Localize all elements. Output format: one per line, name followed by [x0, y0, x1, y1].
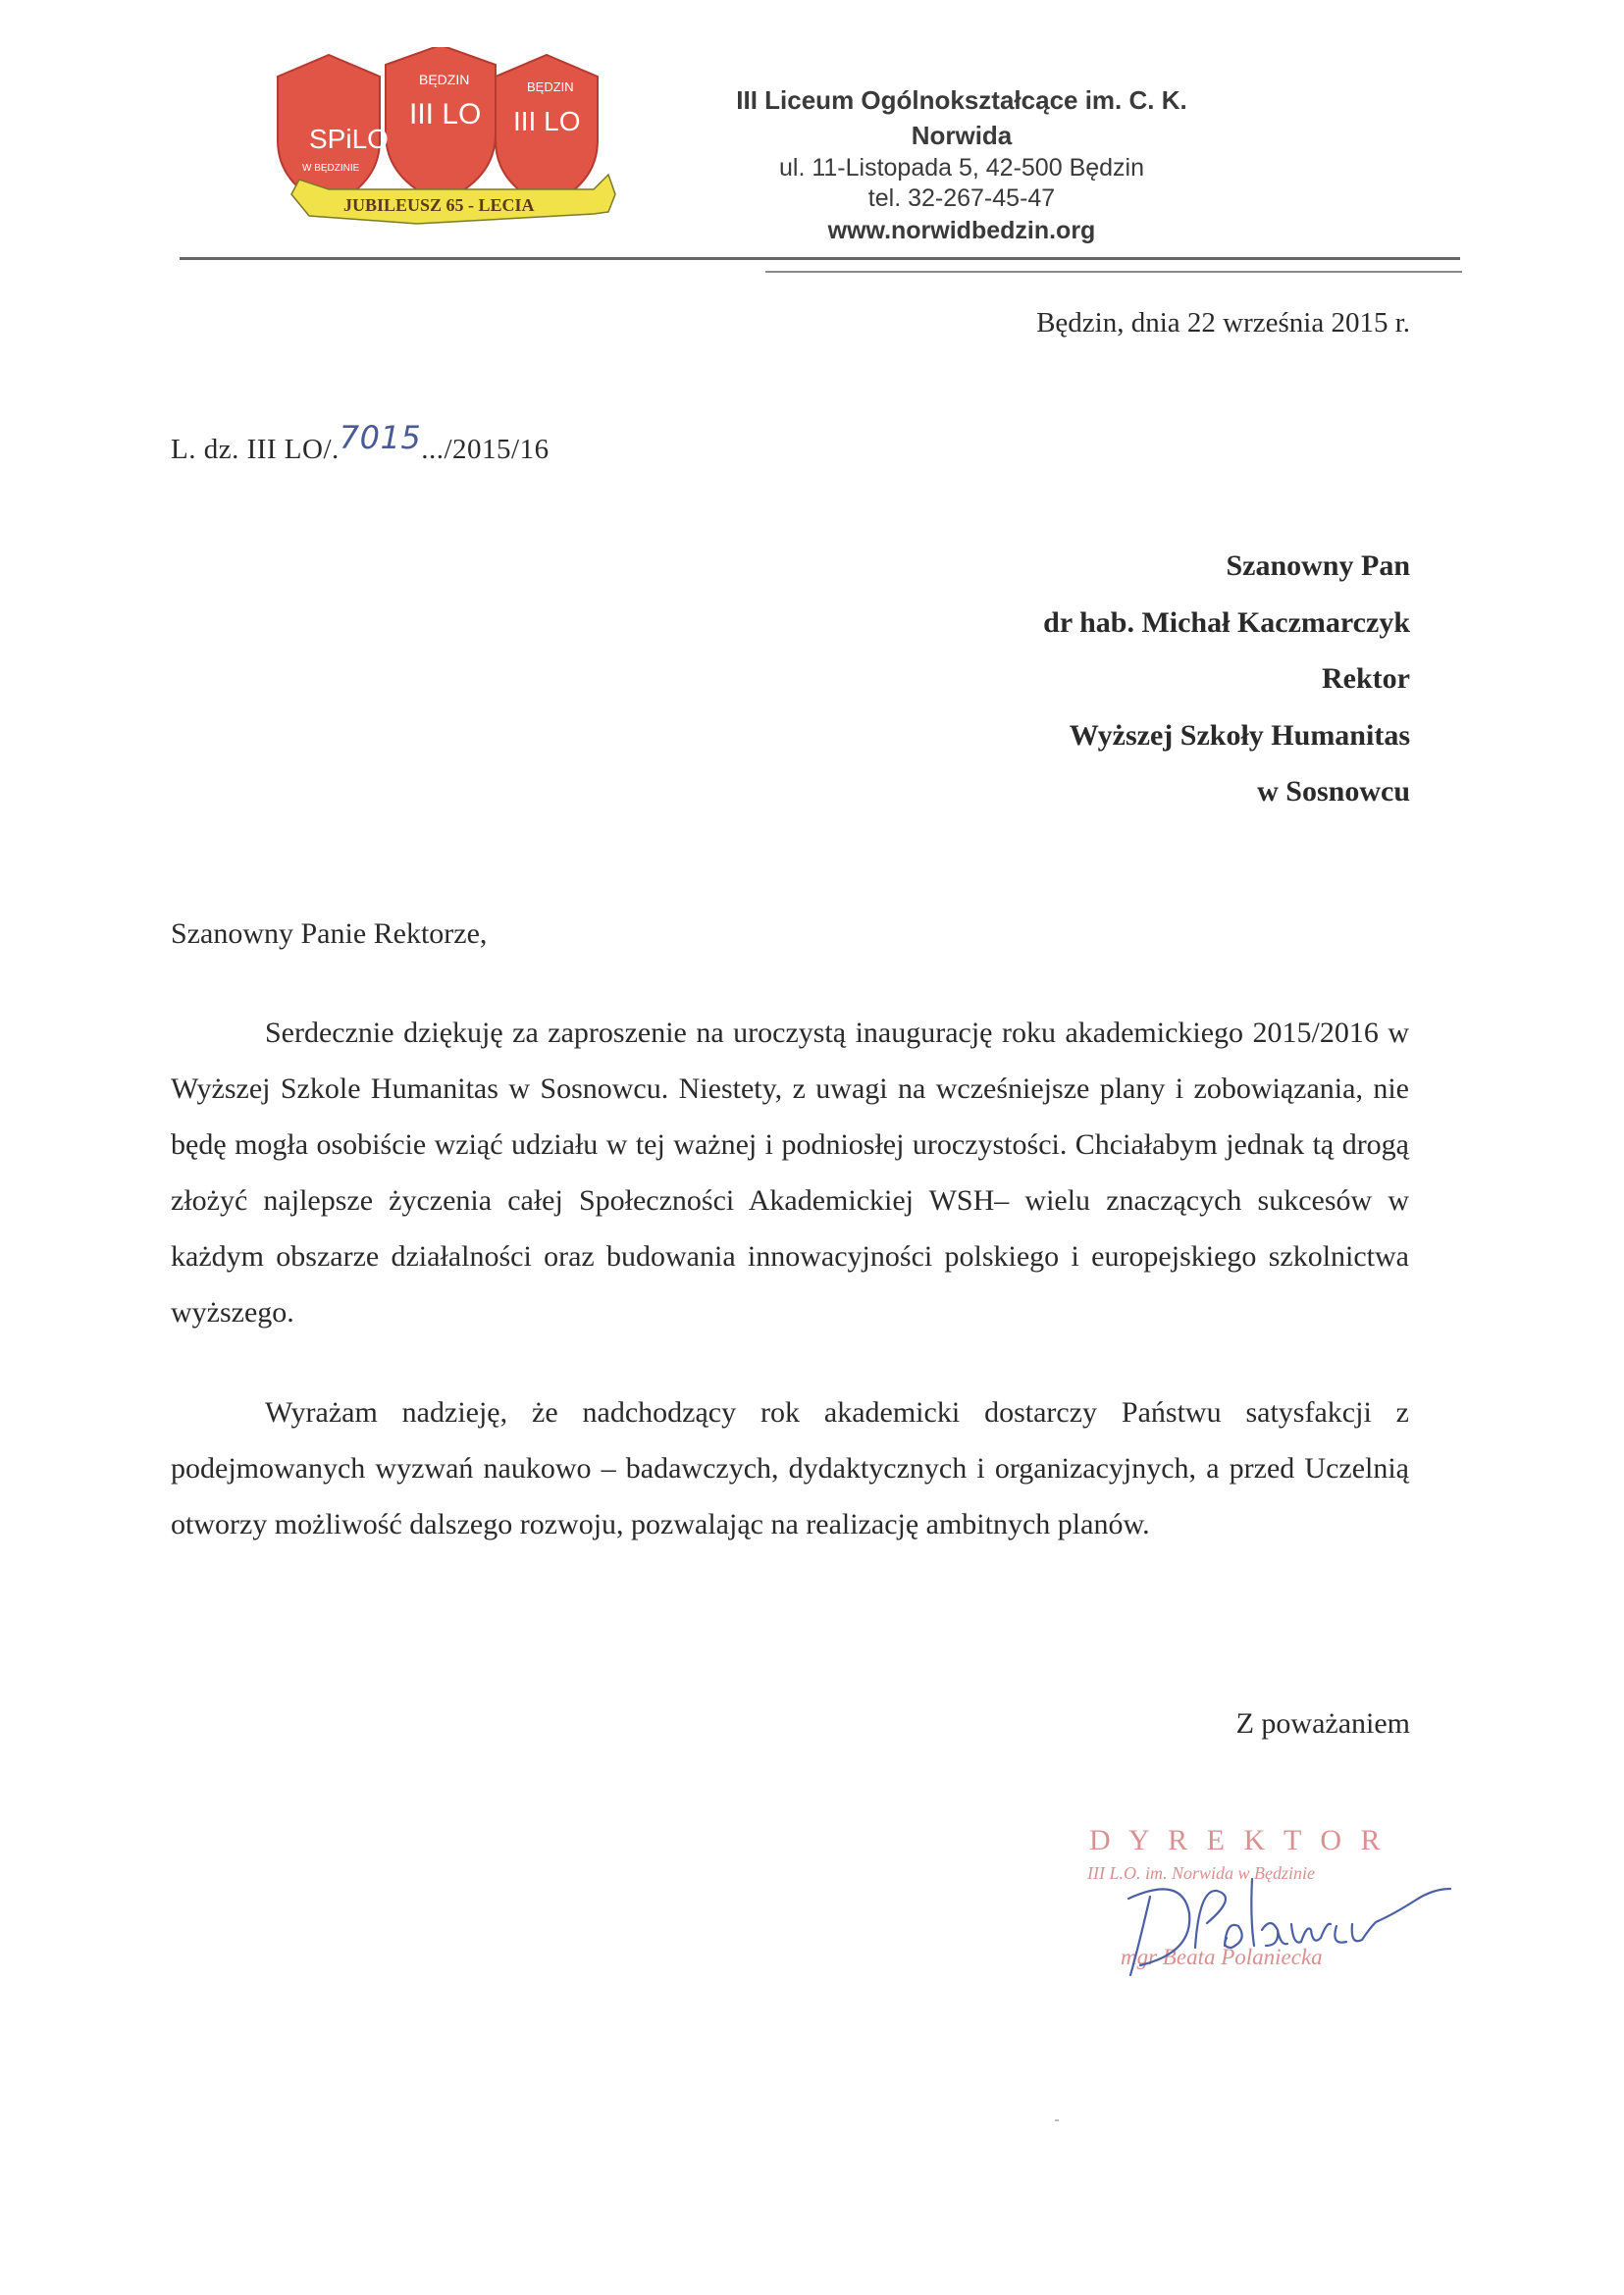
logo-text-spilo: SPiLO: [309, 124, 389, 154]
reference-number: L. dz. III LO/.7015.../2015/16: [171, 419, 550, 465]
logo-banner-text: JUBILEUSZ 65 - LECIA: [343, 195, 535, 215]
school-contact-block: [687, 82, 1236, 247]
stamp-signature-graphic: [1070, 1820, 1472, 1992]
addressee-line: w Sosnowcu: [1257, 775, 1410, 808]
body-paragraph: Wyrażam nadzieję, że nadchodzący rok akademicki dostarczy Państwu satysfakcji z podejmowanych wyzwań naukowo – badawczych, dydaktycznych i organizacyjnych, a przed Uczelnią otworzy możliwość dalszego rozwoju, pozwalając na realizację ambitnych planów.: [171, 1396, 1409, 1540]
header-divider-top: [180, 257, 1460, 260]
jubilee-shields-logo: [270, 47, 633, 243]
reference-suffix: /2015/16: [444, 434, 550, 465]
logo-text-iiilo-center: III LO: [409, 98, 482, 130]
logo-text-iiilo-right: III LO: [513, 106, 581, 136]
director-stamp: [1070, 1820, 1472, 1992]
school-name: III Liceum Ogólnokształcące im. C. K. Norwida: [736, 85, 1187, 150]
letter-date: Będzin, dnia 22 września 2015 r.: [1036, 307, 1410, 339]
addressee-line: Rektor: [1322, 662, 1410, 695]
logo-text-bedzin-right: BĘDZIN: [527, 79, 574, 94]
school-logo: [270, 47, 633, 243]
stamp-institution: III L.O. im. Norwida w Będzinie: [1087, 1863, 1315, 1883]
addressee-line: Szanowny Pan: [1226, 549, 1410, 582]
logo-text-bedzin-center: BĘDZIN: [419, 72, 470, 87]
salutation: Szanowny Panie Rektorze,: [171, 917, 488, 950]
reference-handwritten-number: 7015: [339, 419, 422, 456]
addressee-line: dr hab. Michał Kaczmarczyk: [1043, 605, 1410, 639]
school-phone: tel. 32-267-45-47: [867, 184, 1056, 212]
stamp-name: mgr Beata Polaniecka: [1121, 1945, 1323, 1969]
body-paragraph: Serdecznie dziękuję za zaproszenie na uroczystą inaugurację roku akademickiego 2015/2016 w Wyższej Szkole Humanitas w Sosnowcu. Niestety, z uwagi na wcześniejsze plany i zobowiązania, nie będę mogła osobiście wziąć udziału w tej ważnej i podniosłej uroczystości. Chciałabym jednak tą drogą złożyć najlepsze życzenia całej Społeczności Akademickiej WSH– wielu znaczących sukcesów w każdym obszarze działalności oraz budowania innowacyjności polskiego i europejskiego szkolnictwa wyższego.: [171, 1017, 1409, 1329]
stamp-title: D Y R E K T O R: [1089, 1824, 1387, 1856]
closing: Z poważaniem: [1235, 1707, 1410, 1740]
school-website: www.norwidbedzin.org: [827, 217, 1096, 244]
addressee-block: [1043, 538, 1410, 820]
header-divider-bottom: [765, 271, 1462, 273]
addressee-line: Wyższej Szkoły Humanitas: [1069, 718, 1410, 752]
school-address: ul. 11-Listopada 5, 42-500 Będzin: [778, 154, 1145, 182]
logo-text-wbedzinie: W BĘDZINIE: [302, 163, 360, 174]
reference-prefix: L. dz. III LO/: [171, 434, 333, 465]
scan-speck: [1055, 2119, 1059, 2121]
